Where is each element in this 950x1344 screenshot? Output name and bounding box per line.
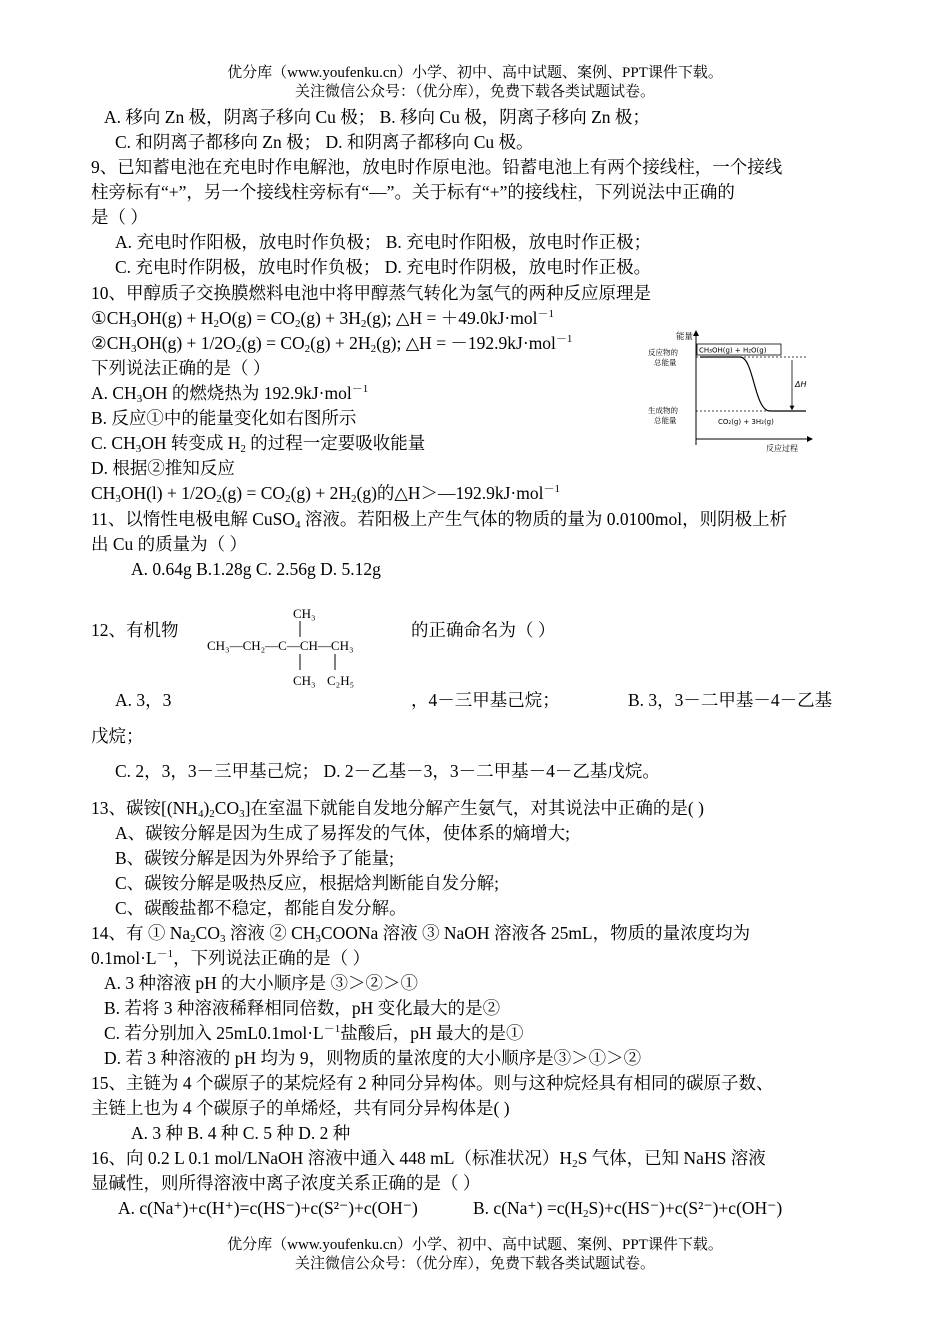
- q12-option-b: B. 3，3－二甲基－4－乙基: [628, 690, 833, 710]
- q14-stem-2: $0.1mol\cdot L^{-1}$，下列说法正确的是（ ）: [91, 948, 370, 968]
- q16-stem-2: 显碱性，则所得溶液中离子浓度关系正确的是（ ）: [91, 1173, 481, 1193]
- energy-diagram: [648, 327, 814, 453]
- footer-line-2: 关注微信公众号：（优分库），免费下载各类试题试卷。: [294, 1256, 655, 1272]
- q14-option-c: C. 若分别加入 $25mL0.1mol\cdot L^{-1}$盐酸后，pH 最大的是①: [104, 1023, 524, 1043]
- q13-option-c: C、碳铵分解是吸热反应，根据焓判断能自发分解;: [115, 873, 500, 893]
- reactant-label-1: 反应物的: [648, 348, 678, 357]
- reactant-label-2: 总能量: [654, 358, 677, 367]
- q12-options-cd: C. 2，3，3－三甲基己烷； D. 2－乙基－3，3－二甲基－4－乙基戊烷。: [115, 761, 660, 781]
- q13-option-d: C、碳酸盐都不稳定，都能自发分解。: [115, 898, 407, 918]
- q12-option-a: A. 3，3: [115, 690, 172, 710]
- q15-stem-1: 15、主链为 4 个碳原子的某烷烃有 2 种同分异构体。则与这种烷烃具有相同的碳原子数、: [91, 1073, 774, 1093]
- delta-h-label: ΔH: [795, 380, 807, 389]
- y-axis-label: 能量: [676, 332, 694, 342]
- q14-option-a: A. 3 种溶液 pH 的大小顺序是 ③＞②＞①: [104, 973, 419, 993]
- reaction-curve: [700, 357, 806, 411]
- q16-option-a: A. c(Na⁺)+c(H⁺)=c(HS⁻)+c(S²⁻)+c(OH⁻): [118, 1198, 418, 1218]
- x-axis-label: 反应过程: [766, 444, 798, 453]
- footer-line-1: 优分库（www.youfenku.cn）小学、初中、高中试题、案例、PPT课件下载。: [227, 1237, 723, 1253]
- q16-stem-1: 16、向 0.2 L 0.1 mol/LNaOH 溶液中通入 448 mL（标准状况）$H_2S$ 气体，已知 NaHS 溶液: [91, 1148, 766, 1170]
- q10-reaction-1: $①CH_3OH(g) + H_2O(g) = CO_2(g) + 3H_2(g)$; △H = ＋49.0kJ·mol$^{-1}$: [91, 308, 554, 330]
- molecule-bottom-right-group: C₂H₅: [327, 673, 355, 688]
- q11-stem-2: 出 Cu 的质量为（ ）: [91, 534, 248, 554]
- q15-stem-2: 主链上也为 4 个碳原子的单烯烃，共有同分异构体是( ): [91, 1098, 510, 1118]
- q8-options-cd: C. 和阴离子都移向 Zn 极； D. 和阴离子都移向 Cu 极。: [115, 132, 534, 152]
- q9-stem-3: 是（ ）: [91, 207, 148, 227]
- q14-option-b: B. 若将 3 种溶液稀释相同倍数，pH 变化最大的是②: [104, 998, 501, 1018]
- q11-options: A. 0.64g B.1.28g C. 2.56g D. 5.12g: [131, 559, 381, 579]
- molecule-structure: [205, 604, 405, 690]
- product-formula: CO₂(g) + 3H₂(g): [718, 418, 774, 426]
- q8-options-ab: A. 移向 Zn 极，阴离子移向 Cu 极； B. 移向 Cu 极，阴离子移向 Zn 极；: [104, 107, 650, 127]
- molecule-main-chain: CH₃—CH₂—C—CH—CH₃: [207, 638, 354, 653]
- q12-stem-right: 的正确命名为（ ）: [411, 620, 556, 640]
- product-label-2: 总能量: [654, 416, 677, 425]
- q10-ask: 下列说法正确的是（ ）: [91, 358, 271, 378]
- q13-option-b: B、碳铵分解是因为外界给予了能量;: [115, 848, 395, 868]
- q14-stem-1: 14、有 ① $Na_2CO_3$ 溶液 ② $CH_3COONa$ 溶液 ③ NaOH 溶液各 25mL，物质的量浓度均为: [91, 923, 751, 945]
- q9-options-cd: C. 充电时作阴极，放电时作负极； D. 充电时作阴极，放电时作正极。: [115, 257, 652, 277]
- q12-stem-left: 12、有机物: [91, 620, 179, 640]
- q9-stem-2: 柱旁标有“+”，另一个接线柱旁标有“—”。关于标有“+”的接线柱，下列说法中正确的: [91, 182, 735, 202]
- q9-stem-1: 9、已知蓄电池在充电时作电解池，放电时作原电池。铅蓄电池上有两个接线柱，一个接线: [91, 157, 783, 177]
- q10-reaction-2: $②CH_3OH(g) + 1/2O_2(g) = CO_2(g) + 2H_2(g)$; △H = －192.9kJ·mol$^{-1}$: [91, 333, 573, 355]
- molecule-top-group: CH₃: [293, 606, 316, 621]
- product-label-1: 生成物的: [648, 406, 678, 415]
- q10-option-a: A. $CH_3OH$ 的燃烧热为 192.9kJ·mol$^{-1}$: [91, 383, 369, 405]
- q10-option-d: D. 根据②推知反应: [91, 458, 235, 478]
- q11-stem-1: 11、以惰性电极电解 CuSO$_4$ 溶液。若阳极上产生气体的物质的量为 0.0100mol，则阴极上析: [91, 509, 788, 531]
- q13-option-a: A、碳铵分解是因为生成了易挥发的气体，使体系的熵增大;: [115, 823, 570, 843]
- q12-option-a-tail: ，4－三甲基己烷；: [411, 690, 560, 710]
- q12-option-b-wrap: 戊烷；: [91, 726, 144, 746]
- q10-option-b: B. 反应①中的能量变化如右图所示: [91, 408, 357, 428]
- q10-stem: 10、甲醇质子交换膜燃料电池中将甲醇蒸气转化为氢气的两种反应原理是: [91, 283, 651, 303]
- q14-option-d: D. 若 3 种溶液的 pH 均为 9，则物质的量浓度的大小顺序是③＞①＞②: [104, 1048, 642, 1068]
- q10-option-d-reaction: $CH_3OH(l) + 1/2O_2(g) = CO_2(g) + 2H_2(g)$的△H＞—192.9kJ·mol$^{-1}$: [91, 483, 560, 505]
- q16-option-b: B. $c(Na^+) =c(H_2S)+c(HS^-)+c(S^{2-})+c(OH^-)$: [473, 1198, 783, 1220]
- molecule-bottom-left-group: CH₃: [293, 673, 316, 688]
- header-line-1: 优分库（www.youfenku.cn）小学、初中、高中试题、案例、PPT课件下载。: [227, 65, 723, 81]
- q9-options-ab: A. 充电时作阳极，放电时作负极； B. 充电时作阳极，放电时作正极；: [115, 232, 652, 252]
- q10-option-c: C. $CH_3OH$ 转变成 $H_2$ 的过程一定要吸收能量: [91, 433, 426, 455]
- reactant-formula: CH₃OH(g) + H₂O(g): [699, 346, 767, 355]
- q13-stem: 13、碳铵$[(NH_4)_2CO_3]$在室温下就能自发地分解产生氨气，对其说法中正确的是( ): [91, 798, 704, 820]
- q15-options: A. 3 种 B. 4 种 C. 5 种 D. 2 种: [131, 1123, 351, 1143]
- header-line-2: 关注微信公众号：（优分库），免费下载各类试题试卷。: [294, 84, 655, 100]
